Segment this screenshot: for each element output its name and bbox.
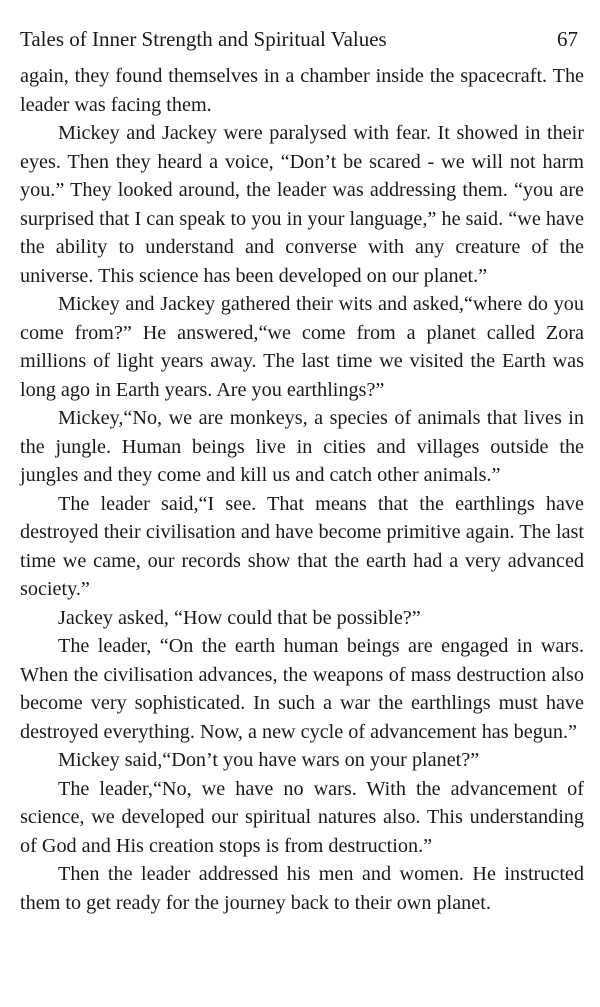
running-head xyxy=(20,22,584,56)
page-number: 67 xyxy=(557,27,578,51)
paragraph: Mickey said,“Don’t you have wars on your planet?” xyxy=(58,749,480,771)
paragraph: Mickey,“No, we are monkeys, a species of animals that lives in the jungle. Human beings live in cities and villages outside the jungles and they come and kill us and catch other animals.” xyxy=(20,407,584,486)
paragraph-continued: again, they found themselves in a chamber inside the spacecraft. The leader was facing them. xyxy=(20,65,584,116)
body-text xyxy=(20,62,584,917)
paragraph: The leader,“No, we have no wars. With the advancement of science, we developed our spiritual natures also. This understanding of God and His creation stops is from destruction.” xyxy=(20,777,584,857)
book-page xyxy=(20,22,584,917)
paragraph: Mickey and Jackey gathered their wits and asked,“where do you come from?” He answered,“we come from a planet called Zora millions of light years away. The last time we visited the Earth was long ago in Earth years. Are you earthlings?” xyxy=(20,293,584,401)
paragraph: Jackey asked, “How could that be possible?” xyxy=(58,606,421,629)
paragraph: Mickey and Jackey were paralysed with fear. It showed in their eyes. Then they heard a voice, “Don’t be scared - we will not harm you.” They looked around, the leader was addressing them. “you are surprised that I can speak to you in your language,” he said. “we have the ability to understand and converse with any creature of the universe. This science has been developed on our planet.” xyxy=(20,122,584,287)
paragraph: The leader said,“I see. That means that the earthlings have destroyed their civilisation and have become primitive again. The last time we came, our records show that the earth had a very advanced society.” xyxy=(20,492,584,600)
paragraph: The leader, “On the earth human beings are engaged in wars. When the civilisation advances, the weapons of mass destruction also become very sophisticated. In such a war the earthlings must have destroyed everything. Now, a new cycle of advancement has begun.” xyxy=(20,635,584,743)
running-title: Tales of Inner Strength and Spiritual Values xyxy=(20,27,387,51)
paragraph: Then the leader addressed his men and women. He instructed them to get ready for the journey back to their own planet. xyxy=(20,863,584,914)
